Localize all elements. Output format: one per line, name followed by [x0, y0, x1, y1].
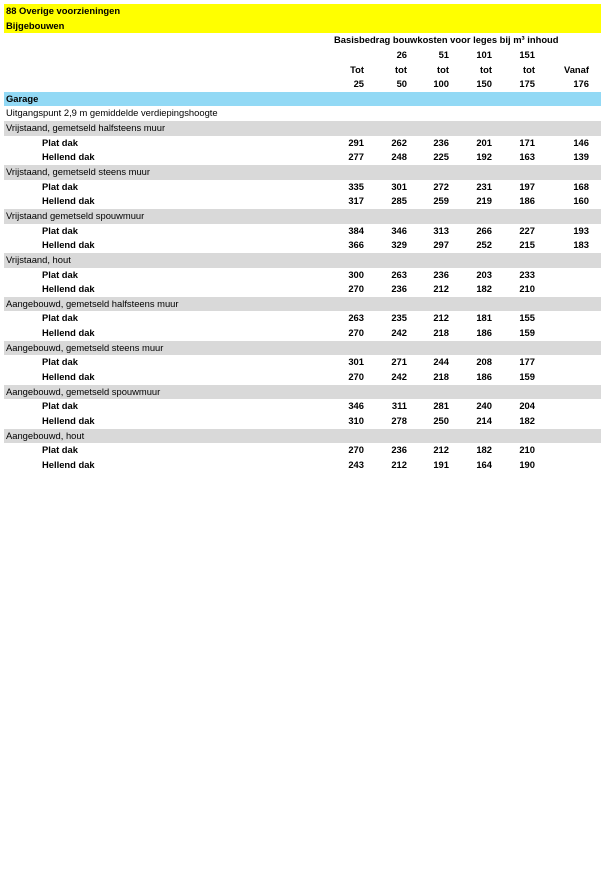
value-cell: tot: [480, 63, 492, 75]
row-label: Hellend dak: [42, 458, 95, 470]
group-title: Vrijstaand, gemetseld steens muur: [6, 166, 150, 178]
value-cell: 139: [573, 151, 589, 163]
table-title-row: [4, 33, 601, 48]
value-cell: 236: [433, 268, 449, 280]
value-cell: 218: [433, 371, 449, 383]
subsection-row: [4, 19, 601, 34]
value-cell: 203: [476, 268, 492, 280]
value-cell: 182: [476, 283, 492, 295]
value-cell: 263: [348, 312, 364, 324]
table-row: [4, 370, 601, 385]
value-cell: 270: [348, 444, 364, 456]
value-cell: 329: [391, 239, 407, 251]
value-cell: 335: [348, 180, 364, 192]
value-cell: 51: [438, 48, 449, 60]
value-cell: 208: [476, 356, 492, 368]
value-cell: 384: [348, 224, 364, 236]
group-title: Vrijstaand gemetseld spouwmuur: [6, 209, 145, 221]
row-label: Hellend dak: [42, 151, 95, 163]
group-header-row: [4, 385, 601, 400]
value-cell: 313: [433, 224, 449, 236]
value-cell: 285: [391, 195, 407, 207]
value-cell: 277: [348, 151, 364, 163]
value-cell: 242: [391, 371, 407, 383]
table-row: [4, 194, 601, 209]
row-label: Hellend dak: [42, 283, 95, 295]
value-cell: 270: [348, 371, 364, 383]
table-row: [4, 282, 601, 297]
section-title: 88 Overige voorzieningen: [6, 5, 121, 16]
value-cell: 186: [476, 371, 492, 383]
value-cell: 214: [476, 414, 492, 426]
table-row: [4, 458, 601, 473]
value-cell: 346: [348, 400, 364, 412]
group-title: Aangebouwd, hout: [6, 429, 85, 441]
value-cell: 236: [391, 283, 407, 295]
value-cell: 182: [519, 414, 535, 426]
table-row: [4, 150, 601, 165]
value-cell: 175: [519, 78, 535, 90]
value-cell: 244: [433, 356, 449, 368]
value-cell: 183: [573, 239, 589, 251]
value-cell: 225: [433, 151, 449, 163]
note-row: [4, 106, 601, 121]
group-title: Vrijstaand, gemetseld halfsteens muur: [6, 122, 166, 134]
value-cell: 281: [433, 400, 449, 412]
value-cell: 259: [433, 195, 449, 207]
row-label: Plat dak: [42, 224, 78, 236]
value-cell: 160: [573, 195, 589, 207]
value-cell: 270: [348, 327, 364, 339]
value-cell: 240: [476, 400, 492, 412]
table-row: [4, 224, 601, 239]
value-cell: 50: [396, 78, 407, 90]
row-label: Plat dak: [42, 312, 78, 324]
row-label: Plat dak: [42, 356, 78, 368]
value-cell: 212: [433, 444, 449, 456]
value-cell: 163: [519, 151, 535, 163]
value-cell: Tot: [350, 63, 364, 75]
value-cell: 201: [476, 136, 492, 148]
category-title: Garage: [6, 92, 39, 104]
value-cell: 278: [391, 414, 407, 426]
value-cell: 236: [391, 444, 407, 456]
value-cell: 262: [391, 136, 407, 148]
value-cell: 146: [573, 136, 589, 148]
row-label: Plat dak: [42, 400, 78, 412]
value-cell: 218: [433, 327, 449, 339]
value-cell: 263: [391, 268, 407, 280]
value-cell: tot: [395, 63, 407, 75]
value-cell: Vanaf: [563, 63, 589, 75]
value-cell: 191: [433, 458, 449, 470]
value-cell: 177: [519, 356, 535, 368]
row-label: Hellend dak: [42, 239, 95, 251]
value-cell: 366: [348, 239, 364, 251]
value-cell: 164: [476, 458, 492, 470]
table-row: [4, 180, 601, 195]
row-label: Hellend dak: [42, 371, 95, 383]
value-cell: 219: [476, 195, 492, 207]
value-cell: 150: [476, 78, 492, 90]
value-cell: 266: [476, 224, 492, 236]
group-header-row: [4, 253, 601, 268]
value-cell: 181: [476, 312, 492, 324]
table-row: [4, 238, 601, 253]
spreadsheet: [4, 4, 601, 473]
table-row: [4, 443, 601, 458]
table-row: [4, 355, 601, 370]
value-cell: 233: [519, 268, 535, 280]
row-label: Plat dak: [42, 268, 78, 280]
group-title: Aangebouwd, gemetseld spouwmuur: [6, 385, 161, 397]
value-cell: 248: [391, 151, 407, 163]
table-row: [4, 136, 601, 151]
note-text: Uitgangspunt 2,9 m gemiddelde verdiepingshoogte: [6, 107, 218, 119]
value-cell: 346: [391, 224, 407, 236]
row-label: Hellend dak: [42, 195, 95, 207]
group-header-row: [4, 165, 601, 180]
category-row: [4, 92, 601, 107]
group-title: Vrijstaand, hout: [6, 253, 71, 265]
table-row: [4, 414, 601, 429]
column-header-row: [4, 77, 601, 92]
value-cell: 272: [433, 180, 449, 192]
value-cell: 192: [476, 151, 492, 163]
value-cell: 155: [519, 312, 535, 324]
value-cell: 197: [519, 180, 535, 192]
value-cell: 235: [391, 312, 407, 324]
value-cell: 151: [519, 48, 535, 60]
group-header-row: [4, 429, 601, 444]
value-cell: 193: [573, 224, 589, 236]
section-row: [4, 4, 601, 19]
row-label: Plat dak: [42, 136, 78, 148]
group-header-row: [4, 121, 601, 136]
groups: [4, 121, 601, 472]
value-cell: 204: [519, 400, 535, 412]
value-cell: 210: [519, 283, 535, 295]
value-cell: 171: [519, 136, 535, 148]
value-cell: 186: [519, 195, 535, 207]
table-row: [4, 326, 601, 341]
value-cell: 291: [348, 136, 364, 148]
column-header-row: [4, 63, 601, 78]
value-cell: 231: [476, 180, 492, 192]
value-cell: tot: [523, 63, 535, 75]
value-cell: 301: [391, 180, 407, 192]
value-cell: 176: [573, 78, 589, 90]
table-row: [4, 311, 601, 326]
value-cell: 236: [433, 136, 449, 148]
value-cell: 26: [396, 48, 407, 60]
value-cell: 190: [519, 458, 535, 470]
group-header-row: [4, 209, 601, 224]
group-title: Aangebouwd, gemetseld steens muur: [6, 341, 164, 353]
group-title: Aangebouwd, gemetseld halfsteens muur: [6, 297, 179, 309]
table-row: [4, 399, 601, 414]
value-cell: 227: [519, 224, 535, 236]
value-cell: 212: [433, 283, 449, 295]
value-cell: 159: [519, 327, 535, 339]
row-label: Hellend dak: [42, 414, 95, 426]
value-cell: 242: [391, 327, 407, 339]
group-header-row: [4, 297, 601, 312]
value-cell: 25: [353, 78, 364, 90]
value-cell: 301: [348, 356, 364, 368]
value-cell: 250: [433, 414, 449, 426]
value-cell: 297: [433, 239, 449, 251]
value-cell: 310: [348, 414, 364, 426]
value-cell: 168: [573, 180, 589, 192]
row-label: Plat dak: [42, 444, 78, 456]
table-title: Basisbedrag bouwkosten voor leges bij m³ inhoud: [334, 34, 559, 46]
value-cell: 210: [519, 444, 535, 456]
group-header-row: [4, 341, 601, 356]
value-cell: 270: [348, 283, 364, 295]
subsection-title: Bijgebouwen: [6, 19, 65, 31]
table-row: [4, 268, 601, 283]
value-cell: tot: [437, 63, 449, 75]
value-cell: 212: [391, 458, 407, 470]
row-label: Hellend dak: [42, 327, 95, 339]
value-cell: 215: [519, 239, 535, 251]
column-header-row: [4, 48, 601, 63]
value-cell: 182: [476, 444, 492, 456]
value-cell: 243: [348, 458, 364, 470]
value-cell: 159: [519, 371, 535, 383]
row-label: Plat dak: [42, 180, 78, 192]
value-cell: 186: [476, 327, 492, 339]
value-cell: 100: [433, 78, 449, 90]
value-cell: 300: [348, 268, 364, 280]
value-cell: 101: [476, 48, 492, 60]
value-cell: 212: [433, 312, 449, 324]
value-cell: 311: [391, 400, 407, 412]
value-cell: 252: [476, 239, 492, 251]
value-cell: 317: [348, 195, 364, 207]
value-cell: 271: [391, 356, 407, 368]
